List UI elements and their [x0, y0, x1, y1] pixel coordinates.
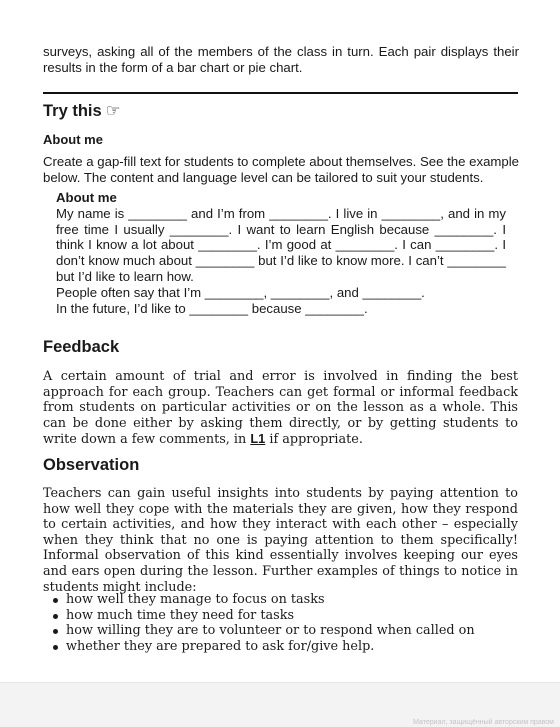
pointing-hand-icon: ☞	[105, 101, 121, 120]
gap-fill-paragraph: My name is ________ and I’m from ________. I live in ________, and in my free time I usually ________. I want to learn English because ________. I think I know a lot about ________. I’m good at ________. I can ________. I don’t know much about ________ but I’d like to know more. I can’t ________ but I’d like to learn how.	[56, 205, 506, 284]
bullet-icon	[53, 614, 58, 619]
glossary-link-l1[interactable]: L1	[250, 431, 266, 447]
list-item: how well they manage to focus on tasks	[43, 592, 518, 608]
bullet-icon	[53, 629, 58, 634]
feedback-text-end: if appropriate.	[265, 432, 363, 448]
try-this-heading	[43, 100, 120, 122]
observation-bullet-list	[43, 592, 518, 654]
copyright-note: Материал, защищённый авторским правом	[413, 719, 554, 726]
page-footer	[0, 682, 560, 727]
try-this-title: Try this	[43, 102, 102, 120]
list-item: how much time they need for tasks	[43, 608, 518, 624]
bullet-icon	[53, 598, 58, 603]
intro-paragraph: surveys, asking all of the members of the class in turn. Each pair displays their results in the form of a bar chart or pie chart.	[43, 44, 519, 75]
observation-paragraph: Teachers can gain useful insights into students by paying attention to how well they cope with the materials they are given, how they respond to certain activities, and how they interact with each other – especially when they think that no one is paying attention to them specifically! Informal observation of this kind essentially involves keeping our eyes and ears open during the lesson. Further examples of things to notice in students might include:	[43, 486, 518, 595]
gap-fill-paragraph: In the future, I’d like to ________ because ________.	[56, 300, 368, 316]
feedback-heading: Feedback	[43, 338, 120, 356]
feedback-text: A certain amount of trial and error is involved in finding the best approach for each group. Teachers can get formal or informal feedback from students on particular activities or on the lesson as a whole. This can be done either by asking them directly, or by getting students to write down a few comments, in	[43, 369, 518, 448]
section-divider	[43, 92, 518, 94]
gap-fill-paragraph: People often say that I’m ________, ________, and ________.	[56, 284, 425, 300]
list-item: how willing they are to volunteer or to respond when called on	[43, 623, 518, 639]
gap-fill-title: About me	[56, 190, 117, 205]
feedback-paragraph	[43, 369, 518, 448]
bullet-icon	[53, 645, 58, 650]
observation-heading: Observation	[43, 456, 140, 474]
task-instructions: Create a gap-fill text for students to complete about themselves. See the example below. The content and language level can be tailored to suit your students.	[43, 154, 519, 185]
gap-fill-example	[56, 190, 506, 316]
about-me-subheading: About me	[43, 132, 103, 147]
gap-fill-body	[56, 206, 506, 317]
list-item: whether they are prepared to ask for/give help.	[43, 639, 518, 655]
